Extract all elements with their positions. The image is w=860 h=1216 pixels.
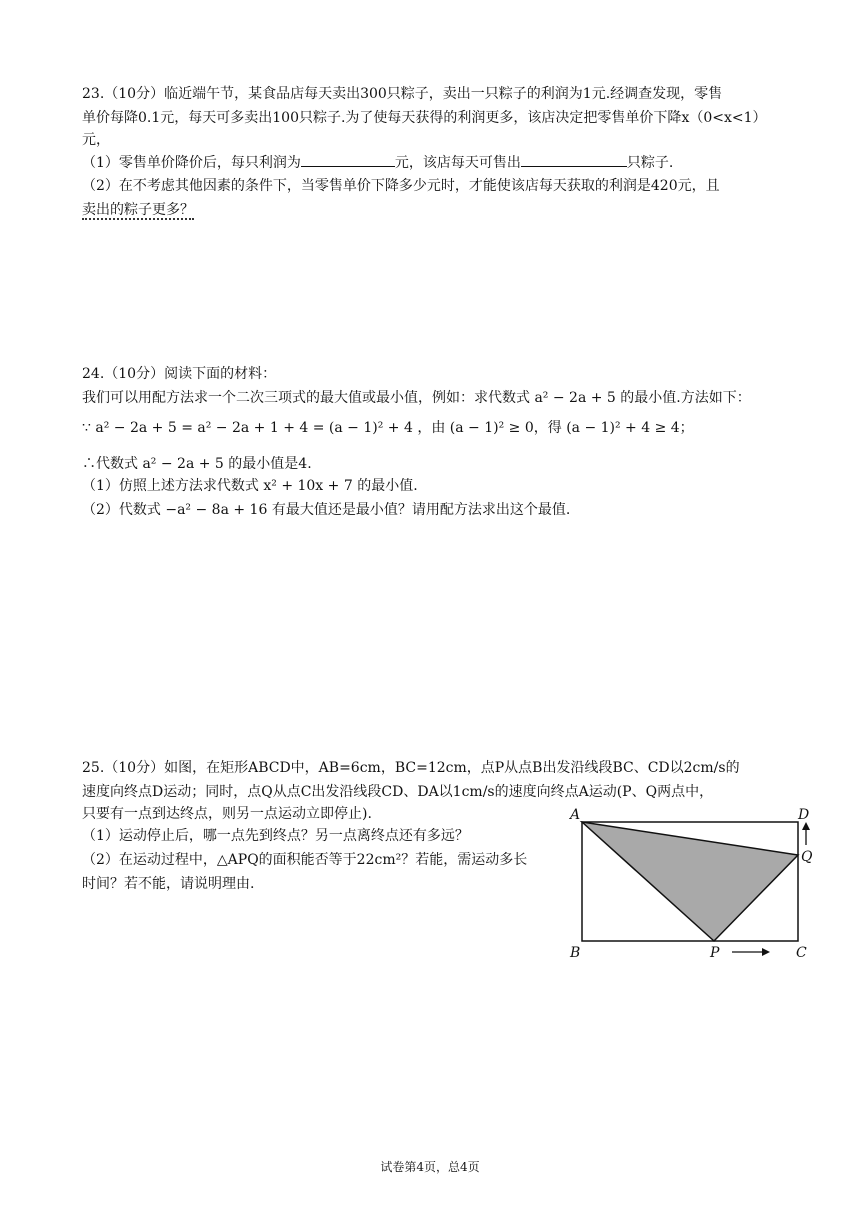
q23-part-2-line-1: （2）在不考虑其他因素的条件下，当零售单价下降多少元时，才能使该店每天获取的利润是420元，且 [82,178,720,194]
label-p: P [710,945,720,961]
answer-blank-1[interactable] [301,152,395,167]
q23-line-3: 元， [82,132,110,148]
q24-part-1: （1）仿照上述方法求代数式 x² + 10x + 7 的最小值. [82,478,418,494]
q23-part-2-line-2 [82,200,194,220]
q24-part-2: （2）代数式 −a² − 8a + 16 有最大值还是最小值？请用配方法求出这个最值. [82,502,571,518]
q25-part-1: （1）运动停止后，哪一点先到终点？另一点离终点还有多远？ [82,828,469,844]
q23-x-range: x（0<x<1） [681,110,767,126]
page-footer: 试卷第4页，总4页 [380,1160,480,1174]
rectangle-figure [560,800,830,970]
label-d: D [798,807,810,823]
q24-conclusion: ∴代数式 a² − 2a + 5 的最小值是4. [82,456,312,472]
q23-line-2-text: 单价每降0.1元，每天可多卖出100只粽子.为了使每天获得的利润更多，该店决定把零售单价下降 [82,110,682,126]
q24-intro: 我们可以用配方法求一个二次三项式的最大值或最小值，例如：求代数式 a² − 2a + 5 的最小值.方法如下： [82,390,751,406]
q23-line-2 [82,108,767,128]
label-a: A [570,807,581,823]
answer-blank-2[interactable] [521,152,627,167]
q24-title: 24.（10分）阅读下面的材料： [82,366,277,382]
q23-line-1: 23.（10分）临近端午节，某食品店每天卖出300只粽子，卖出一只粽子的利润为1元.经调查发现，零售 [82,86,723,102]
label-c: C [796,945,807,961]
q25-line-2: 速度向终点D运动；同时，点Q从点C出发沿线段CD、DA以1cm/s的速度向终点A运动(P、Q两点中， [82,784,714,800]
label-q: Q [801,849,813,865]
q23-part-1-text-b: 元，该店每天可售出 [394,155,521,171]
q23-part-1 [82,152,673,173]
q25-part-2-line-1: （2）在运动过程中，△APQ的面积能否等于22cm²？若能，需运动多长 [82,852,528,868]
triangle-apq [582,822,798,941]
arrow-right-icon [732,948,770,956]
label-b: B [570,945,581,961]
q25-line-3: 只要有一点到达终点，则另一点运动立即停止). [82,806,372,822]
q23-part-1-text-c: 只粽子. [626,155,674,171]
q24-derivation: ∵ a² − 2a + 5 = a² − 2a + 1 + 4 = (a − 1)² + 4 ，由 (a − 1)² ≥ 0，得 (a − 1)² + 4 ≥ 4； [82,420,694,436]
q23-part-1-text-a: （1）零售单价降价后，每只利润为 [82,155,301,171]
emphasis-dots: 卖出的粽子更多？ [82,202,194,218]
q25-line-1: 25.（10分）如图，在矩形ABCD中，AB=6cm，BC=12cm，点P从点B出发沿线段BC、CD以2cm/s的 [82,760,740,776]
q25-part-2-line-2: 时间？若不能，请说明理由. [82,876,255,892]
arrow-up-icon [802,822,810,845]
